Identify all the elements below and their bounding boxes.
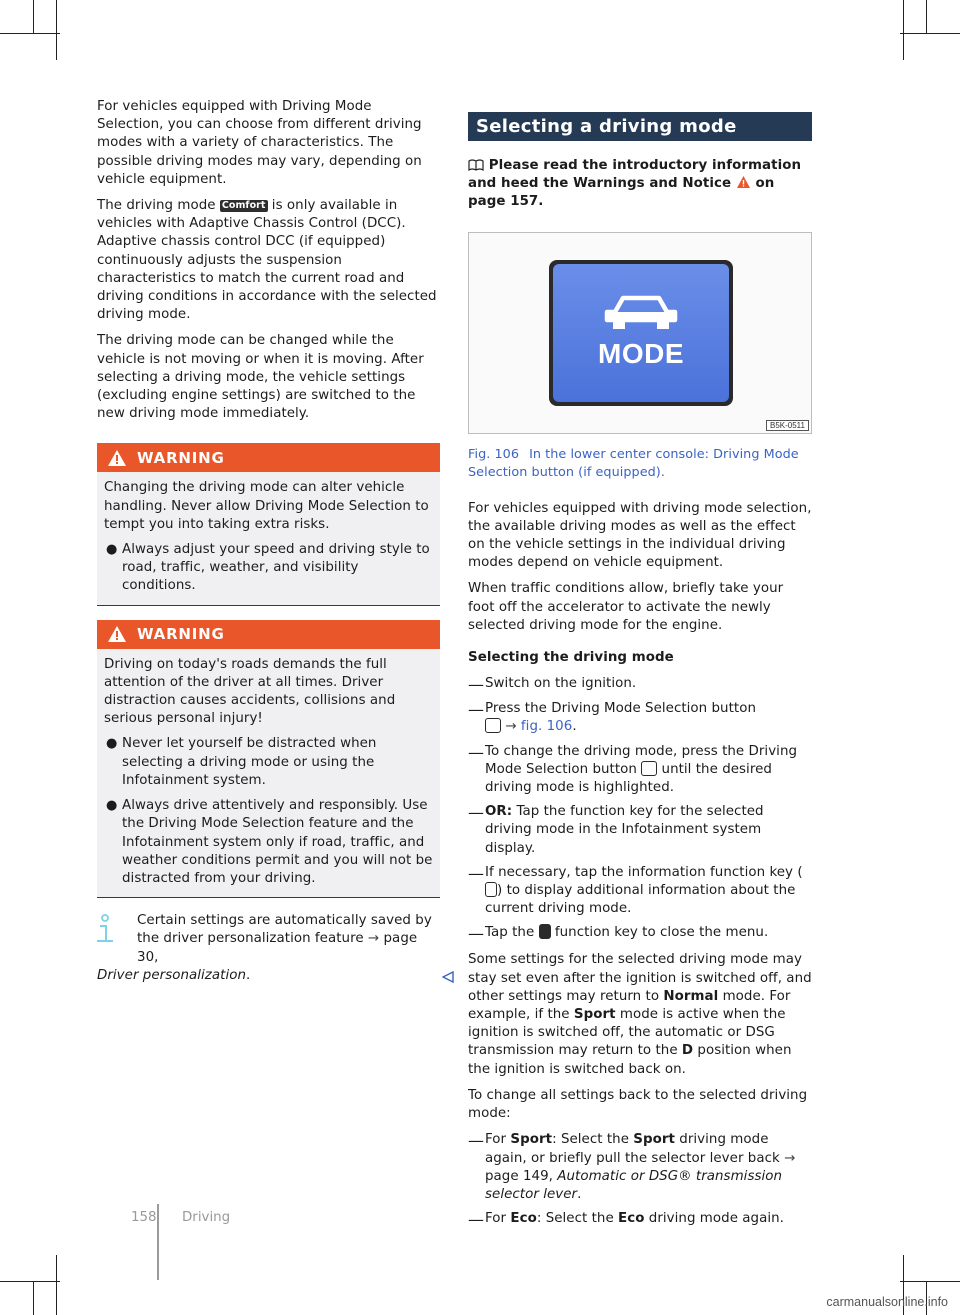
step-item: — Tap the function key to close the menu. bbox=[468, 924, 769, 944]
section-heading: Selecting a driving mode bbox=[468, 112, 812, 141]
warning-box bbox=[97, 443, 440, 605]
crop-mark bbox=[56, 1255, 57, 1315]
page-number: 158 bbox=[131, 1210, 157, 1225]
watermark: carmanualsonline.info bbox=[826, 1295, 948, 1309]
warning-label: WARNING bbox=[137, 448, 225, 467]
close-key-icon bbox=[539, 924, 551, 939]
comfort-badge: Comfort bbox=[221, 200, 266, 212]
step-item: — For Eco: Select the Eco driving mode again. bbox=[468, 1210, 784, 1230]
left-column bbox=[97, 98, 440, 985]
paragraph: When traffic conditions allow, briefly take your foot off the accelerator to activate the newly selected driving mode for the engine. bbox=[468, 581, 784, 633]
warning-triangle-icon bbox=[107, 625, 127, 643]
crop-mark bbox=[900, 33, 960, 34]
crop-mark bbox=[900, 1281, 960, 1282]
warning-box bbox=[97, 620, 440, 898]
warning-body bbox=[97, 649, 440, 897]
end-triangle-icon bbox=[442, 971, 454, 983]
warning-triangle-icon bbox=[107, 449, 127, 467]
mode-key-icon bbox=[485, 718, 501, 733]
crop-mark bbox=[33, 1281, 34, 1315]
warning-header bbox=[97, 620, 440, 649]
step-item: — OR: Tap the function key for the selected driving mode in the Infotainment system display. bbox=[468, 803, 764, 856]
warning-bullet: ● Always drive attentively and responsibly. Use the Driving Mode Selection feature and the Infotainment system only if road, traffic, and weather conditions permit and you will not be distracted from your driving. bbox=[104, 797, 433, 888]
warning-bullet: ● Never let yourself be distracted when selecting a driving mode or using the Infotainment system. bbox=[104, 735, 433, 790]
note-box: Certain settings are automatically saved by the driver personalization feature → page 30, Driver personalization. bbox=[97, 912, 440, 985]
mode-label: MODE bbox=[598, 337, 684, 369]
comfort-paragraph: The driving mode Comfort is only available in vehicles with Adaptive Chassis Control (DCC). Adaptive chassis control DCC (if equipped) continuously adjusts the suspension characteristics to match the current road and driving conditions in accordance with the selected driving mode. bbox=[97, 198, 437, 323]
right-column bbox=[468, 112, 812, 1235]
warning-label: WARNING bbox=[137, 625, 225, 644]
step-item: — For Sport: Select the Sport driving mode again, or briefly pull the selector lever back → page 149, Automatic or DSG® transmission selector lever. bbox=[468, 1131, 796, 1202]
figure-caption: Fig. 106 In the lower center console: Driving Mode Selection button (if equipped). bbox=[468, 446, 799, 480]
figure-code: B5K-0511 bbox=[766, 420, 809, 431]
bullet-icon: ● bbox=[106, 542, 118, 558]
mode-key-icon bbox=[641, 761, 657, 776]
change-mode-paragraph: The driving mode can be changed while the vehicle is not moving or when it is moving. After selecting a driving mode, the vehicle settings (excluding engine settings) are switched to the new driving mode immediately. bbox=[97, 333, 424, 422]
crop-mark bbox=[0, 33, 60, 34]
warning-text: Driving on today's roads demands the full attention of the driver at all times. Driver distraction causes accidents, collisions and serious personal injury! bbox=[104, 656, 396, 727]
footer-section: Driving bbox=[182, 1210, 231, 1225]
paragraph: To change all settings back to the selected driving mode: bbox=[468, 1087, 808, 1122]
crop-mark bbox=[0, 1281, 60, 1282]
book-icon bbox=[468, 159, 484, 171]
crop-mark bbox=[926, 0, 927, 34]
bullet-icon: ● bbox=[106, 798, 118, 814]
warning-triangle-icon bbox=[736, 175, 751, 189]
warning-header bbox=[97, 443, 440, 472]
intro-instruction: Please read the introductory information and heed the Warnings and Notice on page 157. bbox=[468, 158, 802, 210]
footer-divider bbox=[157, 1204, 159, 1280]
car-icon bbox=[601, 294, 681, 332]
mode-button-image bbox=[549, 260, 733, 406]
info-icon bbox=[93, 914, 117, 944]
warning-text: Changing the driving mode can alter vehicle handling. Never allow Driving Mode Selection to tempt you into taking extra risks. bbox=[104, 480, 429, 532]
paragraph: Some settings for the selected driving mode may stay set even after the ignition is switched off, and other settings may return to Normal mode. For example, if the Sport mode is active when the ignition is switched off, the automatic or DSG transmission may return to the D position when the ignition is switched back on. bbox=[468, 952, 812, 1077]
bullet-icon: ● bbox=[106, 736, 118, 752]
crop-mark bbox=[903, 0, 904, 60]
paragraph: For vehicles equipped with driving mode selection, the available driving modes as well as the effect on the vehicle settings in the individual driving modes depend on vehicle equipment. bbox=[468, 500, 812, 571]
figure-mode-button bbox=[468, 232, 812, 434]
subheading: Selecting the driving mode bbox=[468, 650, 674, 666]
warning-body bbox=[97, 472, 440, 604]
step-item: — Switch on the ignition. bbox=[468, 675, 637, 695]
crop-mark bbox=[56, 0, 57, 60]
step-item: — Press the Driving Mode Selection button → fig. 106. bbox=[468, 700, 756, 735]
info-key-icon bbox=[485, 882, 497, 897]
step-item: — To change the driving mode, press the Driving Mode Selection button until the desired driving mode is highlighted. bbox=[468, 742, 798, 796]
figure-link[interactable]: fig. 106 bbox=[520, 719, 573, 735]
intro-paragraph: For vehicles equipped with Driving Mode Selection, you can choose from different driving modes with a variety of characteristics. The possible driving modes may vary, depending on vehicle equipment. bbox=[97, 99, 422, 187]
warning-bullet: ● Always adjust your speed and driving style to road, traffic, weather, and visibility conditions. bbox=[104, 541, 433, 596]
crop-mark bbox=[33, 0, 34, 34]
step-item: — If necessary, tap the information function key () to display additional information about the current driving mode. bbox=[468, 863, 803, 917]
